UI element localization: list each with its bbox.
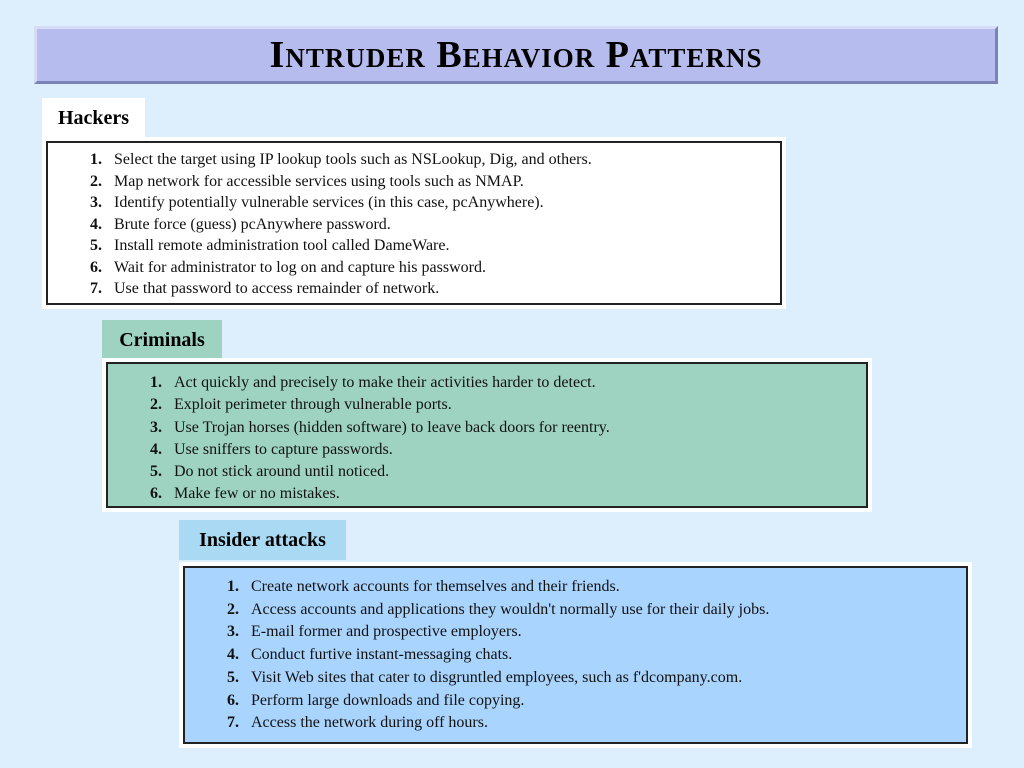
list-item — [48, 257, 772, 279]
list-item-text: Make few or no mistakes. — [174, 485, 340, 503]
list-item-text: Conduct furtive instant-messaging chats. — [251, 646, 513, 664]
list-item — [185, 667, 958, 690]
list-item-text: Do not stick around until noticed. — [174, 463, 390, 481]
list-item-number: 4. — [90, 215, 102, 233]
insider-attacks-list — [185, 576, 958, 735]
criminals-list-box — [102, 358, 872, 512]
list-item — [108, 439, 858, 461]
list-item-number: 6. — [150, 485, 162, 503]
list-item-text: Use that password to access remainder of network. — [114, 280, 440, 297]
hackers-label-text: Hackers — [57, 106, 130, 129]
list-item — [48, 214, 772, 236]
list-item-text: Use Trojan horses (hidden software) to leave back doors for reentry. — [174, 418, 610, 436]
list-item — [108, 483, 858, 505]
list-item-number: 4. — [150, 440, 162, 458]
list-item-text: Use sniffers to capture passwords. — [174, 440, 393, 458]
criminals-list-frame — [106, 362, 868, 508]
list-item-text: Wait for administrator to log on and capture his password. — [114, 258, 486, 276]
hackers-list-frame — [46, 141, 782, 305]
list-item-text: Visit Web sites that cater to disgruntled employees, such as f'dcompany.com. — [251, 668, 743, 686]
list-item — [108, 417, 858, 439]
hackers-list-box — [42, 137, 786, 309]
hackers-list — [48, 149, 772, 300]
hackers-section-label — [42, 98, 145, 138]
list-item — [48, 278, 772, 300]
list-item-number: 5. — [227, 668, 239, 686]
list-item — [185, 599, 958, 622]
list-item — [108, 394, 858, 416]
list-item — [48, 235, 772, 257]
list-item — [108, 461, 858, 483]
list-item-number: 1. — [90, 151, 102, 168]
list-item-text: Exploit perimeter through vulnerable ports. — [174, 396, 452, 414]
list-item-number: 3. — [150, 418, 162, 436]
list-item-number: 2. — [90, 172, 102, 190]
list-item — [185, 621, 958, 644]
list-item-text: Brute force (guess) pcAnywhere password. — [114, 215, 391, 233]
list-item — [48, 171, 772, 193]
list-item-text: Select the target using IP lookup tools such as NSLookup, Dig, and others. — [114, 151, 592, 168]
insider-attacks-list-frame — [183, 566, 968, 744]
list-item-text: Access accounts and applications they wouldn't normally use for their daily jobs. — [251, 600, 770, 618]
insider-attacks-label-text: Insider attacks — [199, 528, 326, 551]
list-item-text: Perform large downloads and file copying. — [251, 691, 525, 709]
list-item-number: 6. — [90, 258, 102, 276]
list-item — [48, 149, 772, 171]
criminals-list — [108, 372, 858, 506]
list-item — [185, 576, 958, 599]
criminals-section-label — [102, 320, 222, 360]
list-item-number: 3. — [227, 623, 239, 641]
insider-attacks-list-box — [179, 562, 972, 748]
list-item-text: E-mail former and prospective employers. — [251, 623, 522, 641]
list-item-number: 7. — [90, 280, 102, 297]
criminals-label-text: Criminals — [119, 328, 205, 351]
list-item-number: 6. — [227, 691, 239, 709]
insider-attacks-section-label — [179, 520, 346, 560]
list-item-number: 2. — [150, 396, 162, 414]
list-item-text: Access the network during off hours. — [251, 714, 488, 732]
list-item-number: 1. — [227, 578, 239, 595]
list-item-text: Identify potentially vulnerable services (in this case, pcAnywhere). — [114, 194, 544, 211]
title-banner — [34, 26, 998, 84]
list-item — [185, 644, 958, 667]
list-item-number: 7. — [227, 714, 239, 732]
list-item-text: Map network for accessible services using tools such as NMAP. — [114, 172, 524, 190]
list-item-number: 5. — [90, 237, 102, 254]
list-item — [48, 192, 772, 214]
list-item-number: 2. — [227, 600, 239, 618]
list-item-text: Create network accounts for themselves and their friends. — [251, 578, 620, 595]
list-item-text: Install remote administration tool called DameWare. — [114, 237, 450, 254]
list-item-number: 3. — [90, 194, 102, 211]
list-item — [108, 372, 858, 394]
list-item-number: 1. — [150, 374, 162, 391]
list-item-number: 4. — [227, 646, 239, 664]
list-item-number: 5. — [150, 463, 162, 481]
page-title: Intruder Behavior Patterns — [269, 34, 763, 76]
list-item — [185, 712, 958, 735]
list-item-text: Act quickly and precisely to make their activities harder to detect. — [174, 374, 596, 391]
list-item — [185, 690, 958, 713]
